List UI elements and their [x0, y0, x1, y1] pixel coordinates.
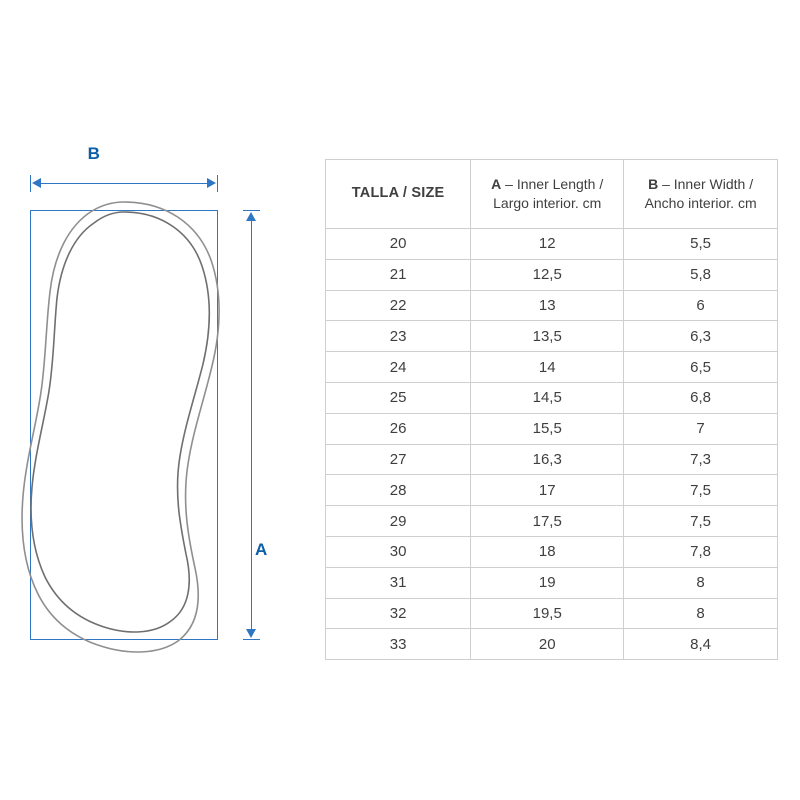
cell-inner-width: 6 — [624, 290, 778, 321]
width-extension-left — [30, 175, 31, 192]
length-line — [251, 216, 252, 634]
length-label-a: A — [255, 540, 268, 559]
width-label-b: B — [87, 144, 101, 163]
table-row — [326, 536, 778, 567]
cell-inner-length: 17,5 — [471, 506, 624, 537]
cell-size: 26 — [326, 413, 471, 444]
insole-diagram — [0, 130, 300, 670]
cell-size: 24 — [326, 352, 471, 383]
arrow-left-icon — [32, 178, 41, 188]
table-row — [326, 444, 778, 475]
cell-size: 23 — [326, 321, 471, 352]
table-row — [326, 382, 778, 413]
cell-size: 29 — [326, 506, 471, 537]
cell-size: 20 — [326, 229, 471, 260]
table-row — [326, 629, 778, 660]
cell-inner-width: 6,5 — [624, 352, 778, 383]
cell-inner-length: 14,5 — [471, 382, 624, 413]
header-width-text: – Inner Width / Ancho interior. cm — [644, 176, 757, 211]
cell-inner-width: 8 — [624, 567, 778, 598]
cell-inner-width: 8 — [624, 598, 778, 629]
cell-inner-length: 18 — [471, 536, 624, 567]
insole-outline-inner — [26, 208, 218, 642]
cell-inner-length: 15,5 — [471, 413, 624, 444]
cell-inner-width: 7,3 — [624, 444, 778, 475]
cell-inner-width: 7,8 — [624, 536, 778, 567]
cell-inner-length: 16,3 — [471, 444, 624, 475]
cell-inner-width: 8,4 — [624, 629, 778, 660]
table-header — [326, 160, 778, 229]
table-row — [326, 229, 778, 260]
arrow-up-icon — [246, 212, 256, 221]
cell-size: 22 — [326, 290, 471, 321]
header-inner-width — [624, 160, 778, 229]
header-length-text: – Inner Length / Largo interior. cm — [493, 176, 604, 211]
table-row — [326, 259, 778, 290]
cell-inner-length: 14 — [471, 352, 624, 383]
cell-size: 33 — [326, 629, 471, 660]
cell-size: 32 — [326, 598, 471, 629]
table-row — [326, 413, 778, 444]
cell-inner-length: 19 — [471, 567, 624, 598]
cell-inner-length: 13 — [471, 290, 624, 321]
header-length-dim: A — [491, 176, 502, 193]
cell-inner-width: 7,5 — [624, 506, 778, 537]
table-header-row — [326, 160, 778, 229]
table-row — [326, 321, 778, 352]
table-row — [326, 475, 778, 506]
cell-inner-width: 5,8 — [624, 259, 778, 290]
width-dimension-line — [30, 172, 218, 194]
cell-inner-width: 6,3 — [624, 321, 778, 352]
table-row — [326, 598, 778, 629]
cell-inner-length: 20 — [471, 629, 624, 660]
length-extension-bottom — [243, 639, 260, 640]
cell-size: 28 — [326, 475, 471, 506]
cell-size: 31 — [326, 567, 471, 598]
cell-size: 30 — [326, 536, 471, 567]
table-body — [326, 229, 778, 660]
length-dimension-line — [240, 210, 262, 640]
cell-inner-width: 5,5 — [624, 229, 778, 260]
cell-inner-length: 12,5 — [471, 259, 624, 290]
size-table — [325, 159, 778, 660]
cell-size: 27 — [326, 444, 471, 475]
width-line — [36, 183, 212, 184]
header-size: TALLA / SIZE — [326, 160, 471, 229]
header-inner-length — [471, 160, 624, 229]
header-width-dim: B — [648, 176, 659, 193]
cell-inner-length: 17 — [471, 475, 624, 506]
cell-size: 25 — [326, 382, 471, 413]
length-extension-top — [243, 210, 260, 211]
width-extension-right — [217, 175, 218, 192]
table-row — [326, 290, 778, 321]
table-row — [326, 352, 778, 383]
cell-inner-length: 12 — [471, 229, 624, 260]
cell-inner-width: 6,8 — [624, 382, 778, 413]
cell-inner-length: 13,5 — [471, 321, 624, 352]
cell-size: 21 — [326, 259, 471, 290]
table-row — [326, 567, 778, 598]
cell-inner-width: 7 — [624, 413, 778, 444]
cell-inner-length: 19,5 — [471, 598, 624, 629]
cell-inner-width: 7,5 — [624, 475, 778, 506]
table-row — [326, 506, 778, 537]
arrow-right-icon — [207, 178, 216, 188]
arrow-down-icon — [246, 629, 256, 638]
